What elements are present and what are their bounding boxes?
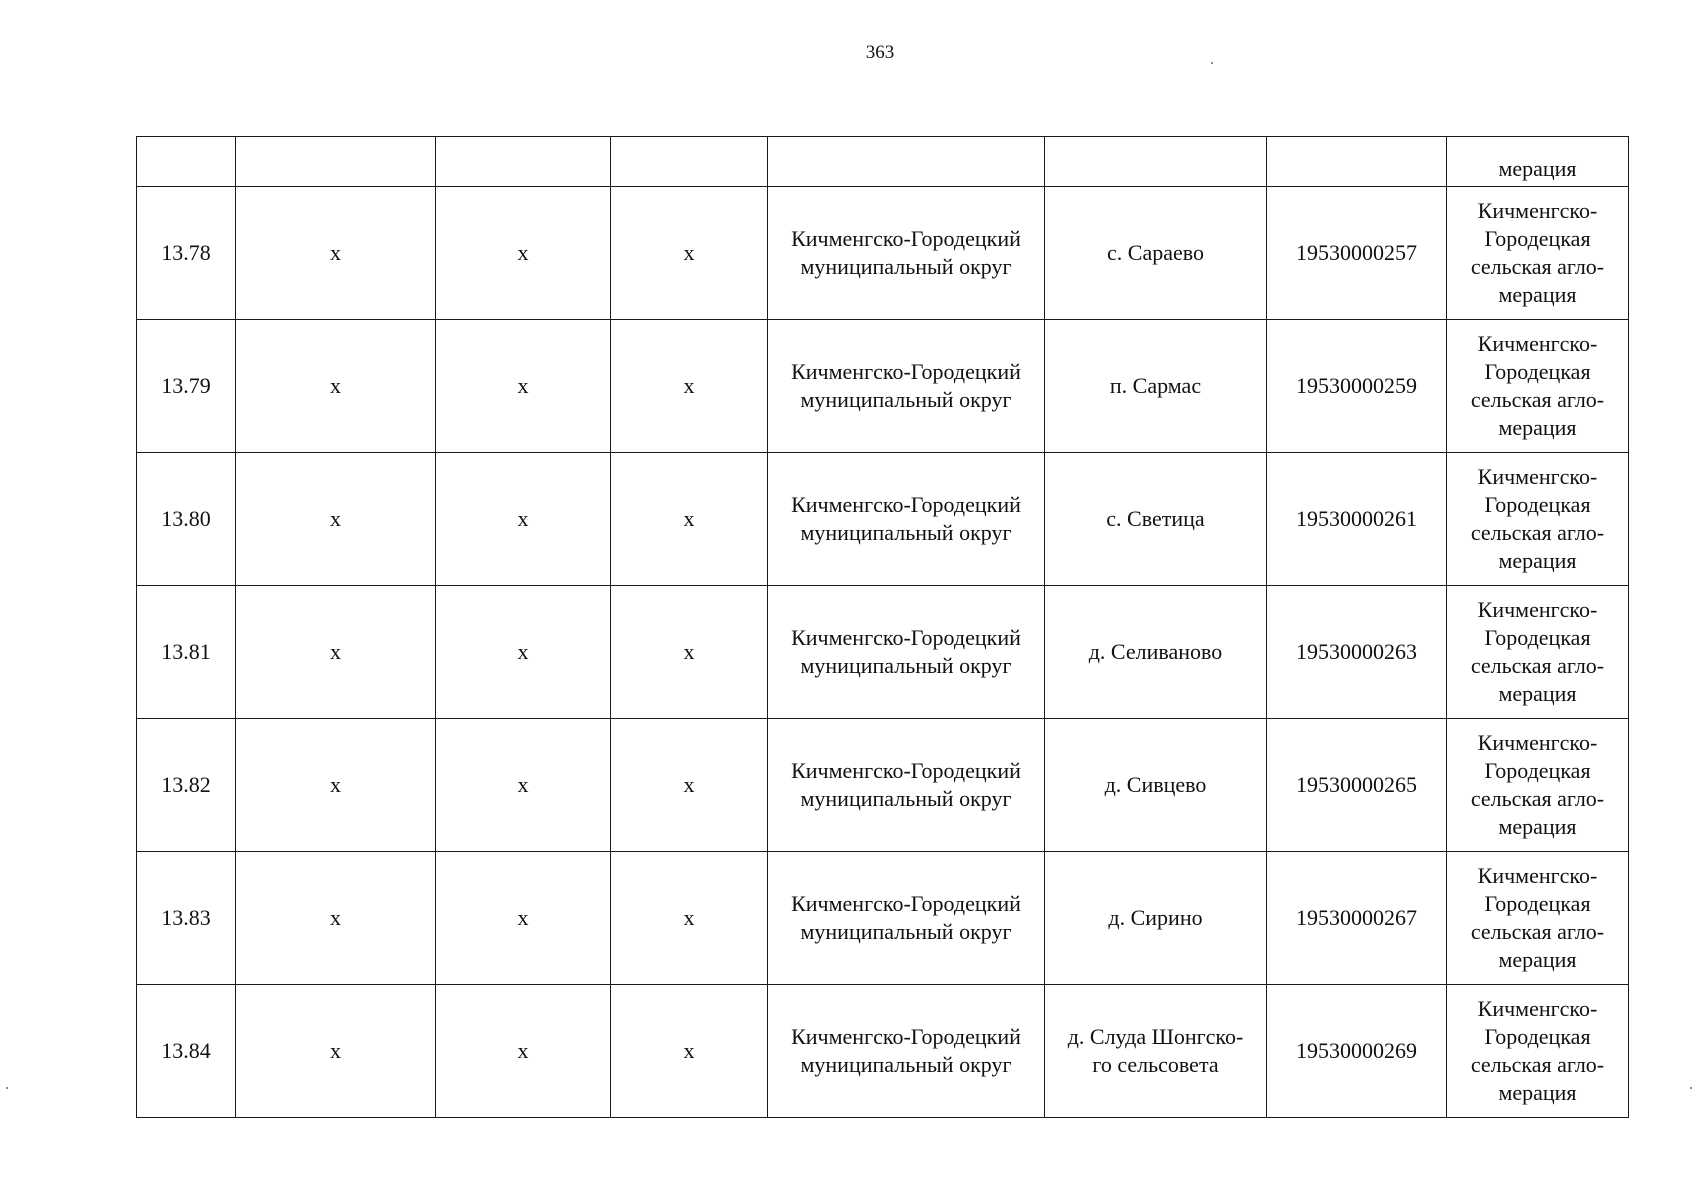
agglomeration-line: сельская агло- bbox=[1470, 919, 1605, 944]
settlement-line: с. Сараево bbox=[1107, 240, 1204, 265]
table-row bbox=[137, 453, 1629, 586]
district-line: муниципальный округ bbox=[800, 1052, 1012, 1077]
agglomeration-line: Кичменгско- bbox=[1477, 863, 1598, 888]
agglomeration-line: Кичменгско- bbox=[1477, 996, 1598, 1021]
district-line: Кичменгско-Городецкий bbox=[791, 492, 1021, 517]
x-cell: х bbox=[611, 719, 768, 852]
district-cell bbox=[768, 985, 1045, 1118]
x-cell: х bbox=[436, 985, 611, 1118]
oktmo-code-cell: 19530000269 bbox=[1267, 985, 1447, 1118]
settlement-line: го сельсовета bbox=[1092, 1052, 1219, 1077]
district-line: Кичменгско-Городецкий bbox=[791, 758, 1021, 783]
agglomeration-line: Городецкая bbox=[1484, 359, 1591, 384]
x-cell: х bbox=[236, 985, 436, 1118]
district-line: Кичменгско-Городецкий bbox=[791, 1024, 1021, 1049]
district-line: муниципальный округ bbox=[800, 520, 1012, 545]
district-line: муниципальный округ bbox=[800, 919, 1012, 944]
scan-speck bbox=[6, 1087, 8, 1089]
scan-speck bbox=[1690, 1087, 1692, 1089]
agglomeration-line: сельская агло- bbox=[1470, 387, 1605, 412]
x-cell: х bbox=[436, 320, 611, 453]
settlements-table bbox=[136, 136, 1629, 1118]
x-cell: х bbox=[611, 320, 768, 453]
agglomeration-line: сельская агло- bbox=[1470, 254, 1605, 279]
agglomeration-line: Городецкая bbox=[1484, 226, 1591, 251]
settlement-cell bbox=[1045, 719, 1267, 852]
district-line: Кичменгско-Городецкий bbox=[791, 891, 1021, 916]
continuation-row bbox=[137, 137, 1629, 187]
settlement-line: с. Светица bbox=[1106, 506, 1205, 531]
table-row bbox=[137, 719, 1629, 852]
oktmo-code-cell: 19530000257 bbox=[1267, 187, 1447, 320]
row-number-cell: 13.83 bbox=[137, 852, 236, 985]
x-cell: х bbox=[236, 852, 436, 985]
agglomeration-cell bbox=[1447, 320, 1629, 453]
agglomeration-cell: мерация bbox=[1447, 137, 1629, 187]
settlement-cell bbox=[1045, 586, 1267, 719]
x-cell: х bbox=[611, 453, 768, 586]
agglomeration-line: Кичменгско- bbox=[1477, 198, 1598, 223]
agglomeration-line: Кичменгско- bbox=[1477, 331, 1598, 356]
agglomeration-line: мерация bbox=[1498, 814, 1577, 839]
empty-cell bbox=[1045, 137, 1267, 187]
agglomeration-line: Кичменгско- bbox=[1477, 730, 1598, 755]
district-line: муниципальный округ bbox=[800, 786, 1012, 811]
agglomeration-line: сельская агло- bbox=[1470, 1052, 1605, 1077]
settlement-cell bbox=[1045, 453, 1267, 586]
x-cell: х bbox=[236, 187, 436, 320]
table-row bbox=[137, 852, 1629, 985]
row-number-cell: 13.79 bbox=[137, 320, 236, 453]
x-cell: х bbox=[236, 586, 436, 719]
x-cell: х bbox=[436, 852, 611, 985]
district-cell bbox=[768, 187, 1045, 320]
agglomeration-line: мерация bbox=[1498, 548, 1577, 573]
district-line: Кичменгско-Городецкий bbox=[791, 226, 1021, 251]
x-cell: х bbox=[611, 985, 768, 1118]
scan-speck bbox=[1211, 62, 1213, 64]
agglomeration-line: мерация bbox=[1498, 282, 1577, 307]
agglomeration-line: Городецкая bbox=[1484, 758, 1591, 783]
district-cell bbox=[768, 719, 1045, 852]
agglomeration-cell bbox=[1447, 719, 1629, 852]
agglomeration-line: Городецкая bbox=[1484, 891, 1591, 916]
row-number-cell: 13.84 bbox=[137, 985, 236, 1118]
agglomeration-line: сельская агло- bbox=[1470, 653, 1605, 678]
settlement-line: д. Селиваново bbox=[1088, 639, 1223, 664]
table-row bbox=[137, 187, 1629, 320]
district-line: муниципальный округ bbox=[800, 387, 1012, 412]
district-line: Кичменгско-Городецкий bbox=[791, 359, 1021, 384]
empty-cell bbox=[768, 137, 1045, 187]
x-cell: х bbox=[436, 586, 611, 719]
settlement-cell bbox=[1045, 187, 1267, 320]
district-cell bbox=[768, 320, 1045, 453]
district-cell bbox=[768, 586, 1045, 719]
agglomeration-line: Кичменгско- bbox=[1477, 597, 1598, 622]
x-cell: х bbox=[436, 453, 611, 586]
district-cell bbox=[768, 852, 1045, 985]
x-cell: х bbox=[436, 187, 611, 320]
oktmo-code-cell: 19530000259 bbox=[1267, 320, 1447, 453]
x-cell: х bbox=[611, 586, 768, 719]
x-cell: х bbox=[611, 852, 768, 985]
agglomeration-line: мерация bbox=[1498, 1080, 1577, 1105]
settlement-line: д. Слуда Шонгско- bbox=[1067, 1024, 1244, 1049]
agglomeration-line: мерация bbox=[1498, 947, 1577, 972]
district-line: Кичменгско-Городецкий bbox=[791, 625, 1021, 650]
x-cell: х bbox=[236, 453, 436, 586]
settlement-line: д. Сирино bbox=[1108, 905, 1203, 930]
agglomeration-cell bbox=[1447, 985, 1629, 1118]
settlement-line: п. Сармас bbox=[1109, 373, 1202, 398]
x-cell: х bbox=[236, 320, 436, 453]
settlement-line: д. Сивцево bbox=[1104, 772, 1207, 797]
x-cell: х bbox=[611, 187, 768, 320]
row-number-cell: 13.78 bbox=[137, 187, 236, 320]
row-number-cell: 13.82 bbox=[137, 719, 236, 852]
district-line: муниципальный округ bbox=[800, 653, 1012, 678]
agglomeration-cell bbox=[1447, 586, 1629, 719]
settlement-cell bbox=[1045, 852, 1267, 985]
settlement-cell bbox=[1045, 985, 1267, 1118]
agglomeration-cell bbox=[1447, 852, 1629, 985]
agglomeration-line: сельская агло- bbox=[1470, 786, 1605, 811]
agglomeration-cell bbox=[1447, 187, 1629, 320]
agglomeration-line: Городецкая bbox=[1484, 1024, 1591, 1049]
oktmo-code-cell: 19530000261 bbox=[1267, 453, 1447, 586]
district-line: муниципальный округ bbox=[800, 254, 1012, 279]
settlement-cell bbox=[1045, 320, 1267, 453]
agglomeration-line: мерация bbox=[1498, 681, 1577, 706]
page-number: 363 bbox=[865, 42, 895, 63]
row-number-cell: 13.80 bbox=[137, 453, 236, 586]
oktmo-code-cell: 19530000263 bbox=[1267, 586, 1447, 719]
agglomeration-line: сельская агло- bbox=[1470, 520, 1605, 545]
empty-cell bbox=[236, 137, 436, 187]
agglomeration-line: мерация bbox=[1498, 415, 1577, 440]
agglomeration-line: Городецкая bbox=[1484, 492, 1591, 517]
x-cell: х bbox=[236, 719, 436, 852]
agglomeration-cell bbox=[1447, 453, 1629, 586]
x-cell: х bbox=[436, 719, 611, 852]
agglomeration-line: Кичменгско- bbox=[1477, 464, 1598, 489]
row-number-cell: 13.81 bbox=[137, 586, 236, 719]
oktmo-code-cell: 19530000267 bbox=[1267, 852, 1447, 985]
empty-cell bbox=[436, 137, 611, 187]
table-row bbox=[137, 586, 1629, 719]
table-row bbox=[137, 985, 1629, 1118]
oktmo-code-cell: 19530000265 bbox=[1267, 719, 1447, 852]
empty-cell bbox=[1267, 137, 1447, 187]
empty-cell bbox=[137, 137, 236, 187]
table-row bbox=[137, 320, 1629, 453]
agglomeration-line: Городецкая bbox=[1484, 625, 1591, 650]
district-cell bbox=[768, 453, 1045, 586]
empty-cell bbox=[611, 137, 768, 187]
